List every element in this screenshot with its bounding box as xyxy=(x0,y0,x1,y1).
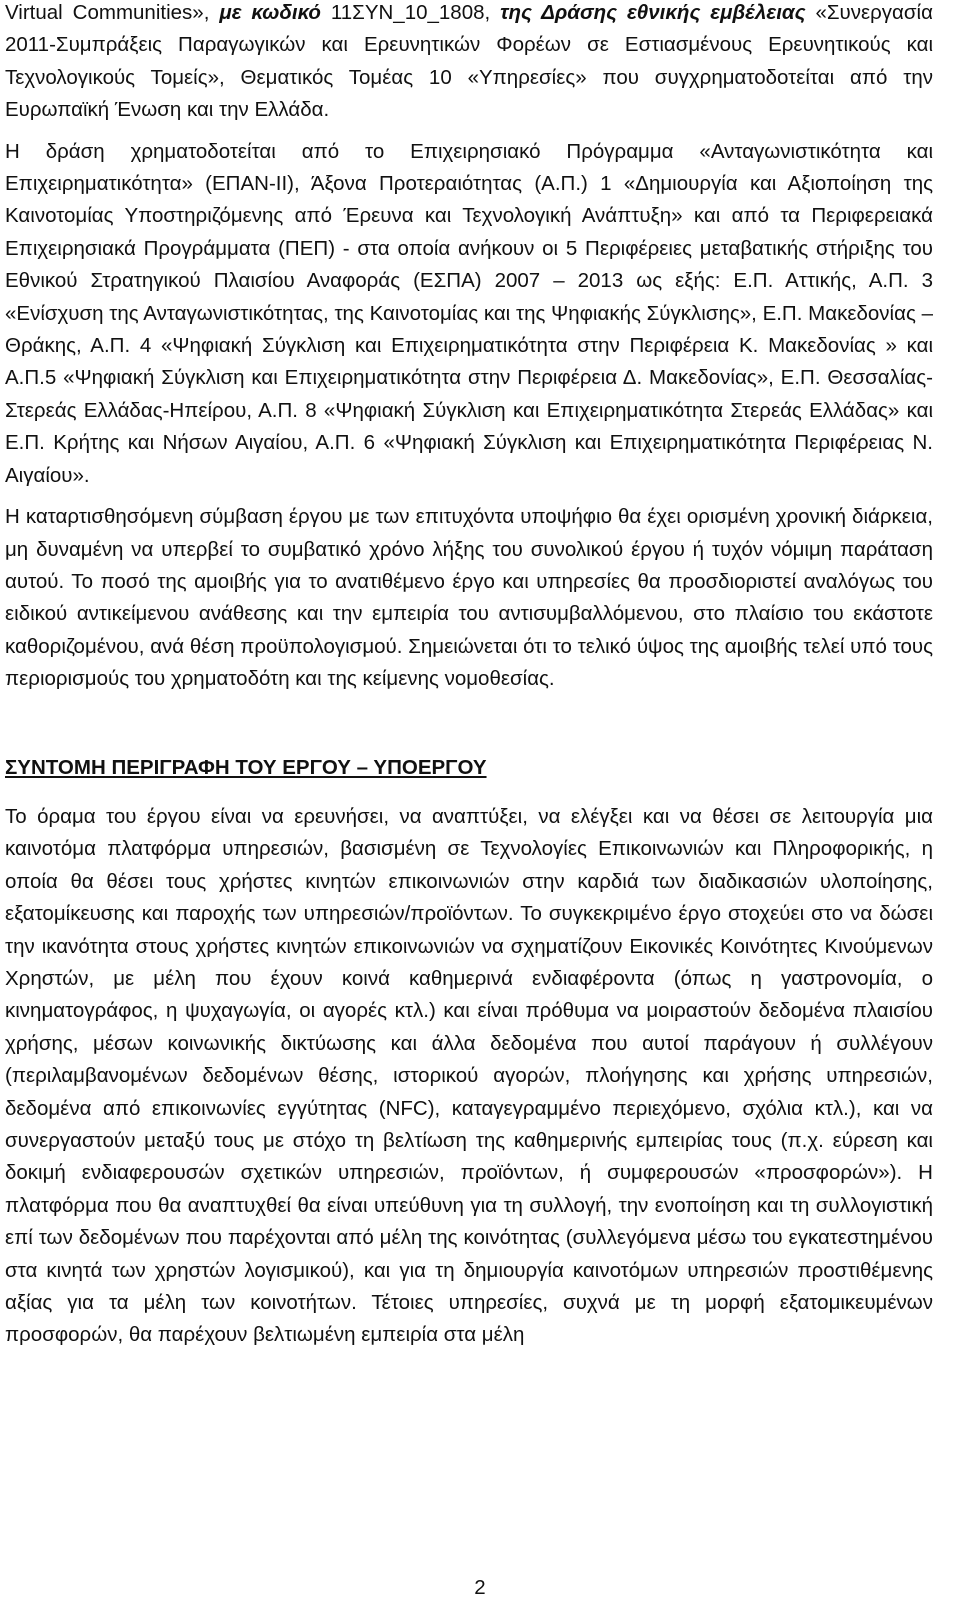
intro-paragraph-1-part5: «Συνεργασία 2011-Συμπράξεις Παραγωγικών και Ερευνητικών Φορέων σε Εστιασμένους Ερευνητικούς και Τεχνολογικούς Τομείς», Θεματικός Τομέας 10 «Υπηρεσίες» που συγχρηματοδοτείται από την Ευρωπαϊκή Ένωση και την Ελλάδα. xyxy=(5,1,933,122)
intro-paragraph-1 xyxy=(5,0,933,127)
contract-paragraph: Η καταρτισθησόμενη σύμβαση έργου με των επιτυχόντα υποψήφιο θα έχει ορισμένη χρονική διάρκεια, μη δυναμένη να υπερβεί το συμβατικό χρόνο λήξης του συνολικού έργου ή τυχόν νόμιμη παράταση αυτού. Το ποσό της αμοιβής για το ανατιθέμενο έργο και υπηρεσίες θα προσδιοριστεί αναλόγως του ειδικού αντικείμενου ανάθεσης και την εμπειρία του αντισυμβαλλόμενου, στο πλαίσιο του εκάστοτε καθοριζομένου, ανά θέση προϋπολογισμού. Σημειώνεται ότι το τελικό ύψος της αμοιβής τελεί υπό τους περιορισμούς του χρηματοδότη και της κείμενης νομοθεσίας. xyxy=(5,505,933,691)
intro-paragraph-1-part1: Virtual Communities», xyxy=(5,1,210,24)
section-heading: ΣΥΝΤΟΜΗ ΠΕΡΙΓΡΑΦΗ ΤΟΥ ΕΡΓΟΥ – ΥΠΟΕΡΓΟΥ xyxy=(5,755,487,779)
description-paragraph: Το όραμα του έργου είναι να ερευνήσει, να αναπτύξει, να ελέγξει και να θέσει σε λειτουργία μια καινοτόμα πλατφόρμα υπηρεσιών, βασισμένη σε Τεχνολογίες Επικοινωνιών και Πληροφορικής, η οποία θα θέσει τους χρήστες κινητών επικοινωνιών στην καρδιά των διαδικασιών υλοποίησης, εξατομίκευσης και παροχής των υπηρεσιών/προϊόντων. Το συγκεκριμένο έργο στοχεύει στο να δώσει την ικανότητα στους χρήστες κινητών επικοινωνιών να σχηματίζουν Εικονικές Κοινότητες Κινούμενων Χρηστών, με μέλη που έχουν κοινά καθημερινά ενδιαφέροντα (όπως η γαστρονομία, ο κινηματογράφος, η ψυχαγωγία, οι αγορές κτλ.) και είναι πρόθυμα να μοιραστούν δεδομένα πλαισίου χρήσης, μέσων κοινωνικής δικτύωσης και άλλα δεδομένα που αυτοί παράγουν ή συλλέγουν (περιλαμβανομένων δεδομένων θέσης, ιστορικού αγορών, πλοήγησης και χρήσης υπηρεσιών, δεδομένα από επικοινωνίες εγγύτητας (NFC), καταγεγραμμένο περιεχόμενο, σχόλια κτλ.), και να συνεργαστούν μεταξύ τους με στόχο τη βελτίωση της καθημερινής εμπειρίας τους (π.χ. εύρεση και δοκιμή ενδιαφερουσών σχετικών υπηρεσιών, προϊόντων, ή συμφερουσών «προσφορών»). Η πλατφόρμα που θα αναπτυχθεί θα είναι υπεύθυνη για τη συλλογή, την ενοποίηση και τη συλλογιστική επί των δεδομένων που παρέχονται από μέλη της κοινότητας (συλλεγόμενα μέσω του εγκατεστημένου στα κινητά των χρηστών λογισμικού), και για τη δημιουργία καινοτόμων υπηρεσιών προστιθέμενης αξίας για τα μέλη των κοινοτήτων. Τέτοιες υπηρεσίες, συχνά με τη μορφή εξατομικευμένων προσφορών, θα παρέχουν βελτιωμένη εμπειρία στα μέλη xyxy=(5,804,933,1347)
page-number: 2 xyxy=(474,1576,486,1599)
intro-paragraph-2: Η δράση χρηματοδοτείται από το Επιχειρησιακό Πρόγραμμα «Ανταγωνιστικότητα και Επιχειρηματικότητα» (ΕΠΑΝ-ΙΙ), Άξονα Προτεραιότητας (Α.Π.) 1 «Δημιουργία και Αξιοποίηση της Καινοτομίας Υποστηριζόμενης από Έρευνα και Τεχνολογική Ανάπτυξη» και από τα Περιφερειακά Επιχειρησιακά Προγράμματα (ΠΕΠ) - στα οποία ανήκουν οι 5 Περιφέρειες μεταβατικής στήριξης του Εθνικού Στρατηγικού Πλαισίου Αναφοράς (ΕΣΠΑ) 2007 – 2013 ως εξής: Ε.Π. Αττικής, Α.Π. 3 «Ενίσχυση της Ανταγωνιστικότητας, της Καινοτομίας και της Ψηφιακής Σύγκλισης», Ε.Π. Μακεδονίας – Θράκης, Α.Π. 4 «Ψηφιακή Σύγκλιση και Επιχειρηματικότητα στην Περιφέρεια Κ. Μακεδονίας » και Α.Π.5 «Ψηφιακή Σύγκλιση και Επιχειρηματικότητα στην Περιφέρεια Δ. Μακεδονίας», Ε.Π. Θεσσαλίας-Στερεάς Ελλάδας-Ηπείρου, Α.Π. 8 «Ψηφιακή Σύγκλιση και Επιχειρηματικότητα Στερεάς Ελλάδας» και Ε.Π. Κρήτης και Νήσων Αιγαίου, Α.Π. 6 «Ψηφιακή Σύγκλιση και Επιχειρηματικότητα Περιφέρειας Ν. Αιγαίου». xyxy=(5,139,933,487)
intro-paragraph-1-part2: με κωδικό xyxy=(219,1,321,24)
intro-paragraph-1-part4: της Δράσης εθνικής εμβέλειας xyxy=(500,1,806,24)
intro-paragraph-1-part3: 11ΣΥΝ_10_1808, xyxy=(330,1,491,24)
